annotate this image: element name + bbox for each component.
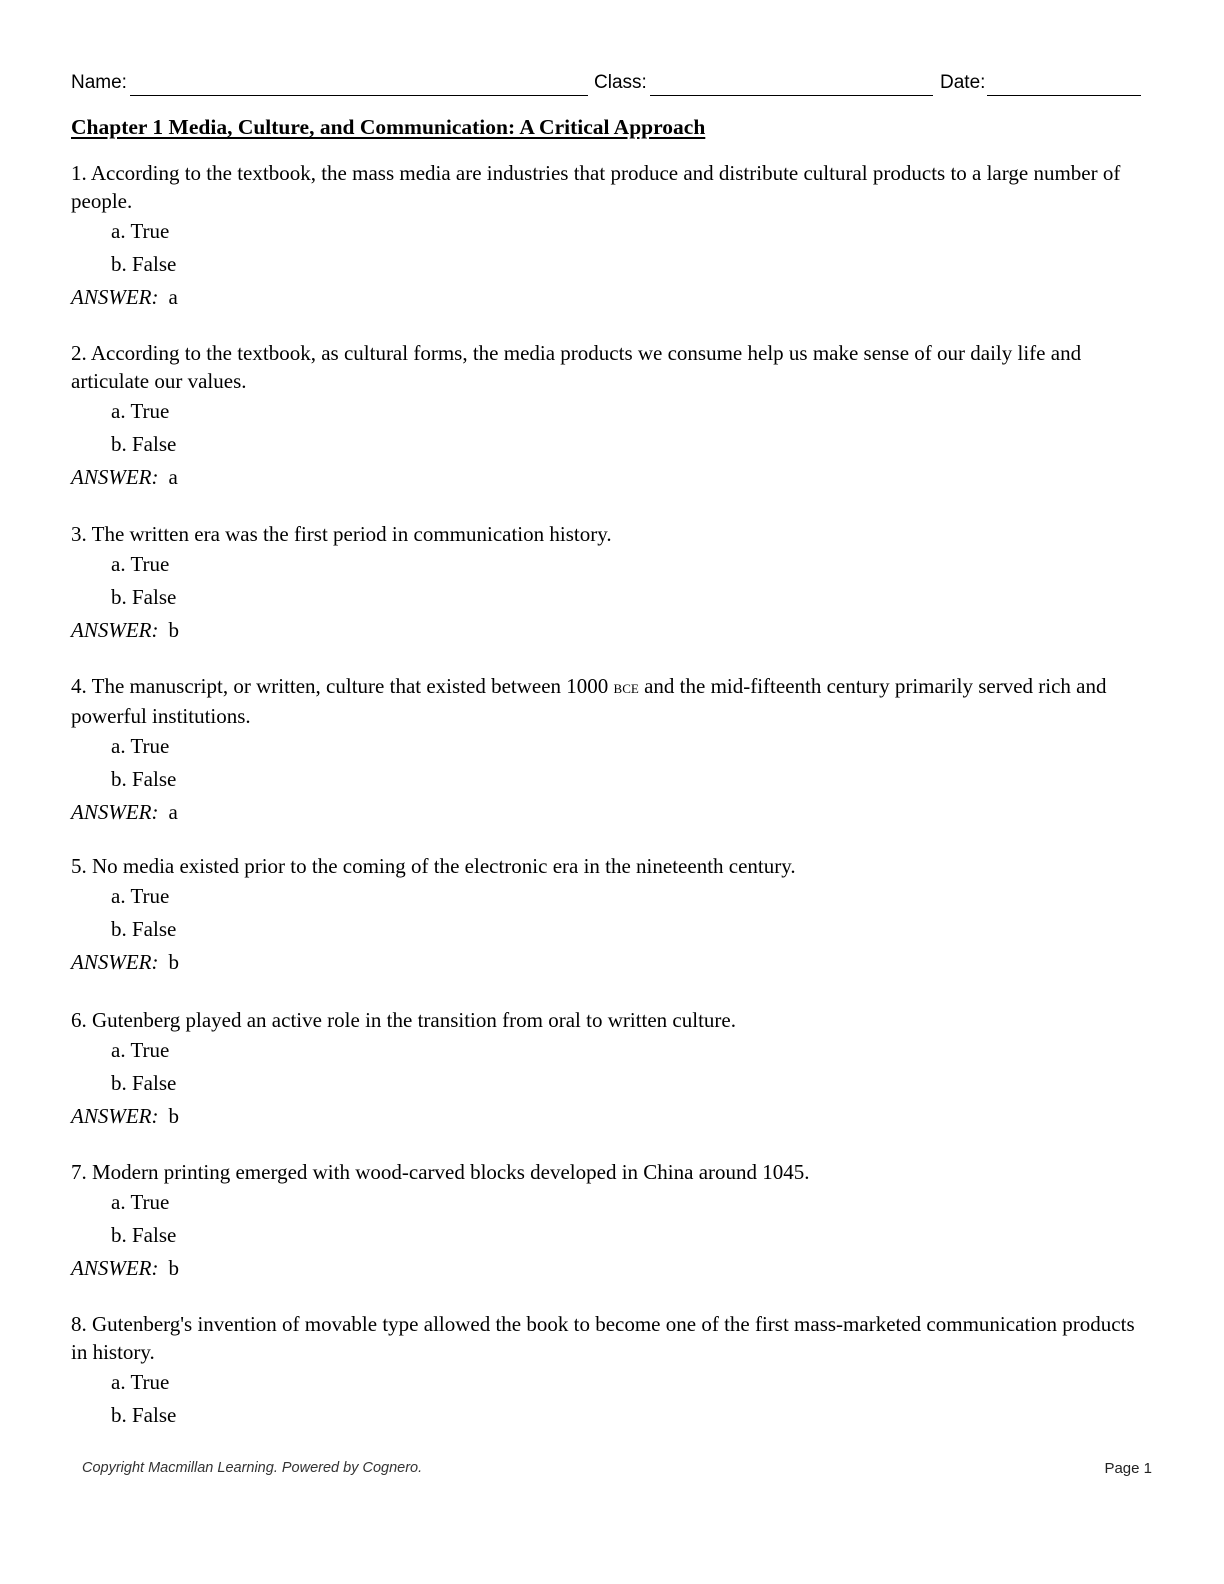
name-label: Name: <box>71 72 127 93</box>
answer-line <box>71 796 1146 829</box>
option-a: a. True <box>111 399 170 423</box>
answer-value: b <box>168 618 179 642</box>
answer-label: ANSWER: <box>71 618 159 642</box>
name-field[interactable] <box>130 95 588 96</box>
answer-label: ANSWER: <box>71 1104 159 1128</box>
option-b: b. False <box>111 432 177 456</box>
answer-label: ANSWER: <box>71 465 159 489</box>
option-b: b. False <box>111 1223 177 1247</box>
option-a: a. True <box>111 552 170 576</box>
answer-label: ANSWER: <box>71 1256 159 1280</box>
question-text: 8. Gutenberg's invention of movable type allowed the book to become one of the first mass-marketed communication products in history. <box>71 1312 1135 1364</box>
question-item <box>71 1310 1146 1432</box>
date-field[interactable] <box>987 95 1141 96</box>
answer-label: ANSWER: <box>71 950 159 974</box>
student-info-header <box>71 70 1141 100</box>
answer-value: b <box>168 1104 179 1128</box>
question-text: 7. Modern printing emerged with wood-carved blocks developed in China around 1045. <box>71 1160 810 1184</box>
class-field[interactable] <box>650 95 933 96</box>
question-text: 6. Gutenberg played an active role in the transition from oral to written culture. <box>71 1008 736 1032</box>
answer-value: a <box>168 800 178 824</box>
answer-value: a <box>168 285 178 309</box>
answer-value: a <box>168 465 178 489</box>
question-text: 5. No media existed prior to the coming of the electronic era in the nineteenth century. <box>71 854 796 878</box>
question-item <box>71 672 1146 829</box>
question-item <box>71 339 1146 494</box>
question-text: 3. The written era was the first period in communication history. <box>71 522 612 546</box>
question-text: 2. According to the textbook, as cultural forms, the media products we consume help us make sense of our daily life and articulate our values. <box>71 341 1082 393</box>
page-number: Page 1 <box>1104 1460 1152 1477</box>
class-label: Class: <box>594 72 647 93</box>
option-a: a. True <box>111 884 170 908</box>
answer-label: ANSWER: <box>71 800 159 824</box>
option-a: a. True <box>111 219 170 243</box>
question-text-part: 4. The manuscript, or written, culture that existed between 1000 <box>71 674 614 698</box>
answer-line <box>71 946 1146 979</box>
answer-value: b <box>168 1256 179 1280</box>
option-b: b. False <box>111 1071 177 1095</box>
footer-copyright: Copyright Macmillan Learning. Powered by Cognero. <box>82 1460 423 1476</box>
date-label: Date: <box>940 72 986 93</box>
option-a: a. True <box>111 1190 170 1214</box>
option-b: b. False <box>111 767 177 791</box>
question-text: 1. According to the textbook, the mass media are industries that produce and distribute cultural products to a large number of people. <box>71 161 1121 213</box>
question-item <box>71 520 1146 647</box>
answer-label: ANSWER: <box>71 285 159 309</box>
question-item <box>71 159 1146 314</box>
option-b: b. False <box>111 252 177 276</box>
question-item <box>71 1158 1146 1285</box>
era-abbreviation: bce <box>613 677 639 698</box>
option-a: a. True <box>111 1038 170 1062</box>
answer-line <box>71 461 1146 494</box>
answer-line <box>71 281 1146 314</box>
answer-line <box>71 614 1146 647</box>
answer-value: b <box>168 950 179 974</box>
option-a: a. True <box>111 734 170 758</box>
question-item <box>71 1006 1146 1133</box>
option-b: b. False <box>111 585 177 609</box>
question-text <box>71 672 1146 730</box>
option-b: b. False <box>111 917 177 941</box>
option-b: b. False <box>111 1403 177 1427</box>
option-a: a. True <box>111 1370 170 1394</box>
answer-line <box>71 1252 1146 1285</box>
question-text-part: and the mid-fifteenth century primarily served rich and powerful institutions. <box>71 674 1107 728</box>
chapter-title: Chapter 1 Media, Culture, and Communication: A Critical Approach <box>71 115 706 139</box>
answer-line <box>71 1100 1146 1133</box>
question-item <box>71 852 1146 979</box>
